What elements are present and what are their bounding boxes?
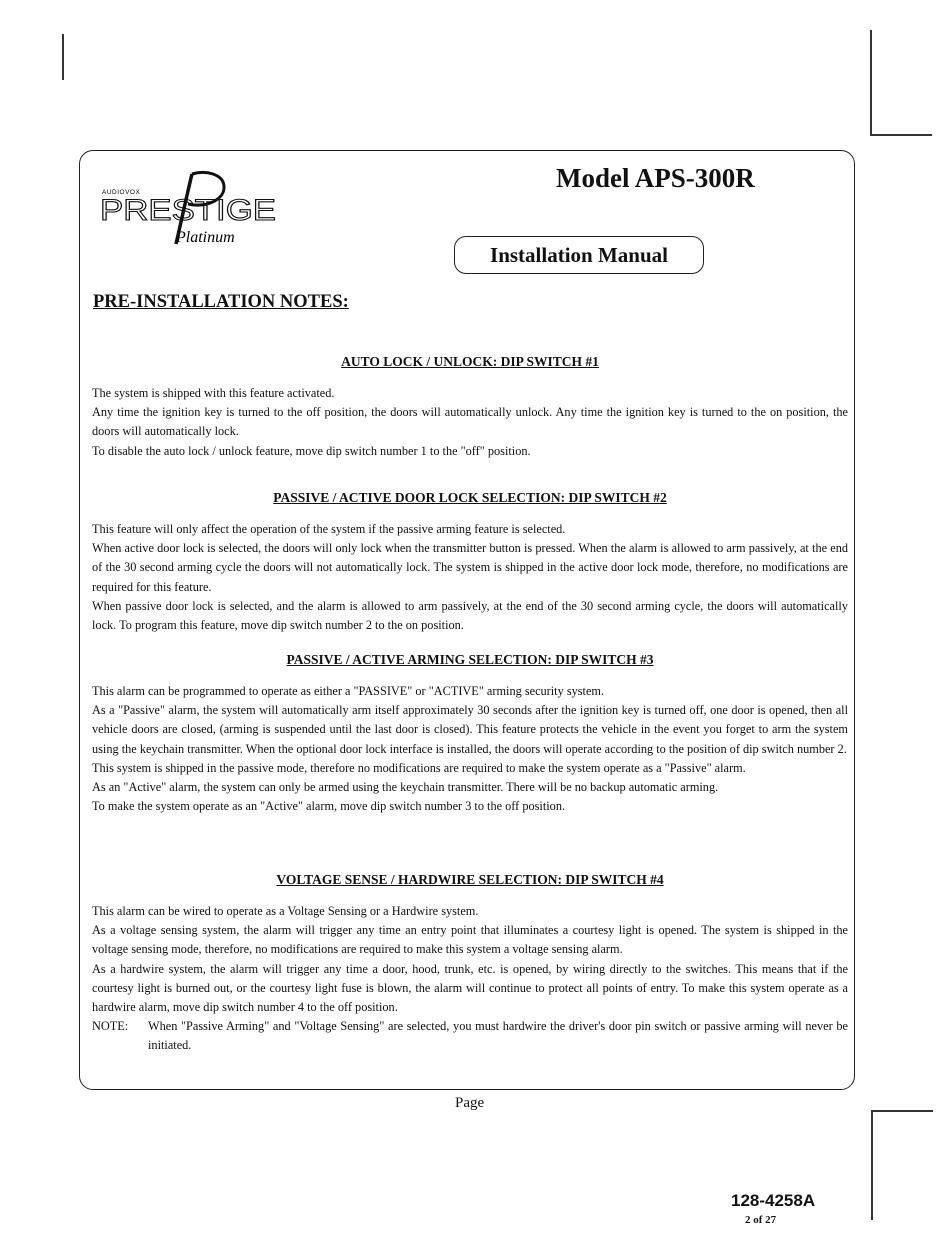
paragraph: This system is shipped in the passive mode, therefore no modifications are required to make the system operate as a "Passive" alarm. bbox=[92, 760, 746, 775]
paragraph: To disable the auto lock / unlock feature, move dip switch number 1 to the "off" position. bbox=[92, 443, 531, 458]
section-door-lock-selection bbox=[92, 490, 848, 635]
crop-mark-top-right bbox=[870, 30, 872, 135]
page-count: 2 of 27 bbox=[745, 1214, 777, 1226]
note-text: When "Passive Arming" and "Voltage Sensing" are selected, you must hardwire the driver's door pin switch or passive arming will never be initiated. bbox=[148, 1019, 848, 1053]
crop-mark-bottom-right bbox=[871, 1110, 873, 1220]
paragraph: As an "Active" alarm, the system can only be armed using the keychain transmitter. There will be no backup automatic arming. bbox=[92, 780, 719, 795]
crop-mark-top-left bbox=[62, 34, 64, 80]
section-auto-lock bbox=[92, 354, 848, 461]
crop-mark-bottom-right-head bbox=[871, 1110, 933, 1112]
paragraph: This alarm can be programmed to operate as either a "PASSIVE" or "ACTIVE" arming security system. bbox=[92, 684, 605, 698]
paragraph: When passive door lock is selected, and the alarm is allowed to arm passively, at the end of the 30 second arming cycle, the doors will automatically lock. To program this feature, move dip switch number 2 to the on position. bbox=[92, 598, 848, 633]
section-title: VOLTAGE SENSE / HARDWIRE SELECTION: DIP SWITCH #4 bbox=[276, 872, 664, 887]
installation-manual-badge: Installation Manual bbox=[454, 236, 704, 274]
section-title: PASSIVE / ACTIVE ARMING SELECTION: DIP SWITCH #3 bbox=[286, 652, 654, 667]
paragraph: As a hardwire system, the alarm will trigger any time a door, hood, trunk, etc. is opened, by wiring directly to the switches. This means that if the courtesy light is burned out, or the courtesy light fuse is blown, the alarm will continue to protect all points of entry. To make this system operate as a hardwire alarm, move dip switch number 4 to the off position. bbox=[92, 961, 848, 1015]
paragraph: To make the system operate as an "Active" alarm, move dip switch number 3 to the off position. bbox=[92, 799, 566, 814]
prestige-platinum-logo bbox=[98, 168, 288, 248]
brand-script-text: Platinum bbox=[176, 229, 235, 246]
paragraph: As a "Passive" alarm, the system will automatically arm itself approximately 30 seconds after the ignition key is turned off, one door is opened, then all vehicle doors are closed, (arming is suspended until the last door is closed). This feature protects the vehicle in the event you forget to arm the system using the keychain transmitter. When the optional door lock interface is installed, the doors will operate according to the position of dip switch number 2. bbox=[92, 703, 848, 756]
paragraph: This feature will only affect the operation of the system if the passive arming feature is selected. bbox=[92, 522, 566, 536]
note-block bbox=[92, 1017, 848, 1055]
paragraph: This alarm can be wired to operate as a Voltage Sensing or a Hardwire system. bbox=[92, 904, 479, 918]
brand-small-text: AUDIOVOX bbox=[102, 189, 141, 196]
section-title: AUTO LOCK / UNLOCK: DIP SWITCH #1 bbox=[341, 354, 599, 369]
section-title: PASSIVE / ACTIVE DOOR LOCK SELECTION: DIP SWITCH #2 bbox=[273, 490, 667, 505]
paragraph: Any time the ignition key is turned to the off position, the doors will automatically unlock. Any time the ignition key is turned to the on position, the doors will automatically lock. bbox=[92, 405, 848, 439]
crop-mark-top-right-foot bbox=[870, 134, 932, 136]
section-voltage-sense bbox=[92, 872, 848, 1056]
document-number: 128-4258A bbox=[731, 1191, 816, 1210]
note-label: NOTE: bbox=[92, 1019, 129, 1034]
model-title: Model APS-300R bbox=[556, 163, 755, 193]
pre-installation-notes-heading: PRE-INSTALLATION NOTES: bbox=[93, 292, 349, 312]
paragraph: When active door lock is selected, the doors will only lock when the transmitter button is pressed. When the alarm is allowed to arm passively, at the end of the 30 second arming cycle the doors will not automatically lock. The system is shipped in the active door lock mode, therefore, no modifications are required for this feature. bbox=[92, 541, 848, 594]
page-label: Page bbox=[455, 1095, 485, 1111]
section-arming-selection bbox=[92, 652, 848, 816]
paragraph: The system is shipped with this feature activated. bbox=[92, 386, 335, 400]
brand-main-text: PRESTIGE bbox=[100, 194, 276, 227]
paragraph: As a voltage sensing system, the alarm will trigger any time an entry point that illuminates a courtesy light is opened. The system is shipped in the voltage sensing mode, therefore, no modifications are required to make this system a voltage sensing alarm. bbox=[92, 923, 848, 957]
